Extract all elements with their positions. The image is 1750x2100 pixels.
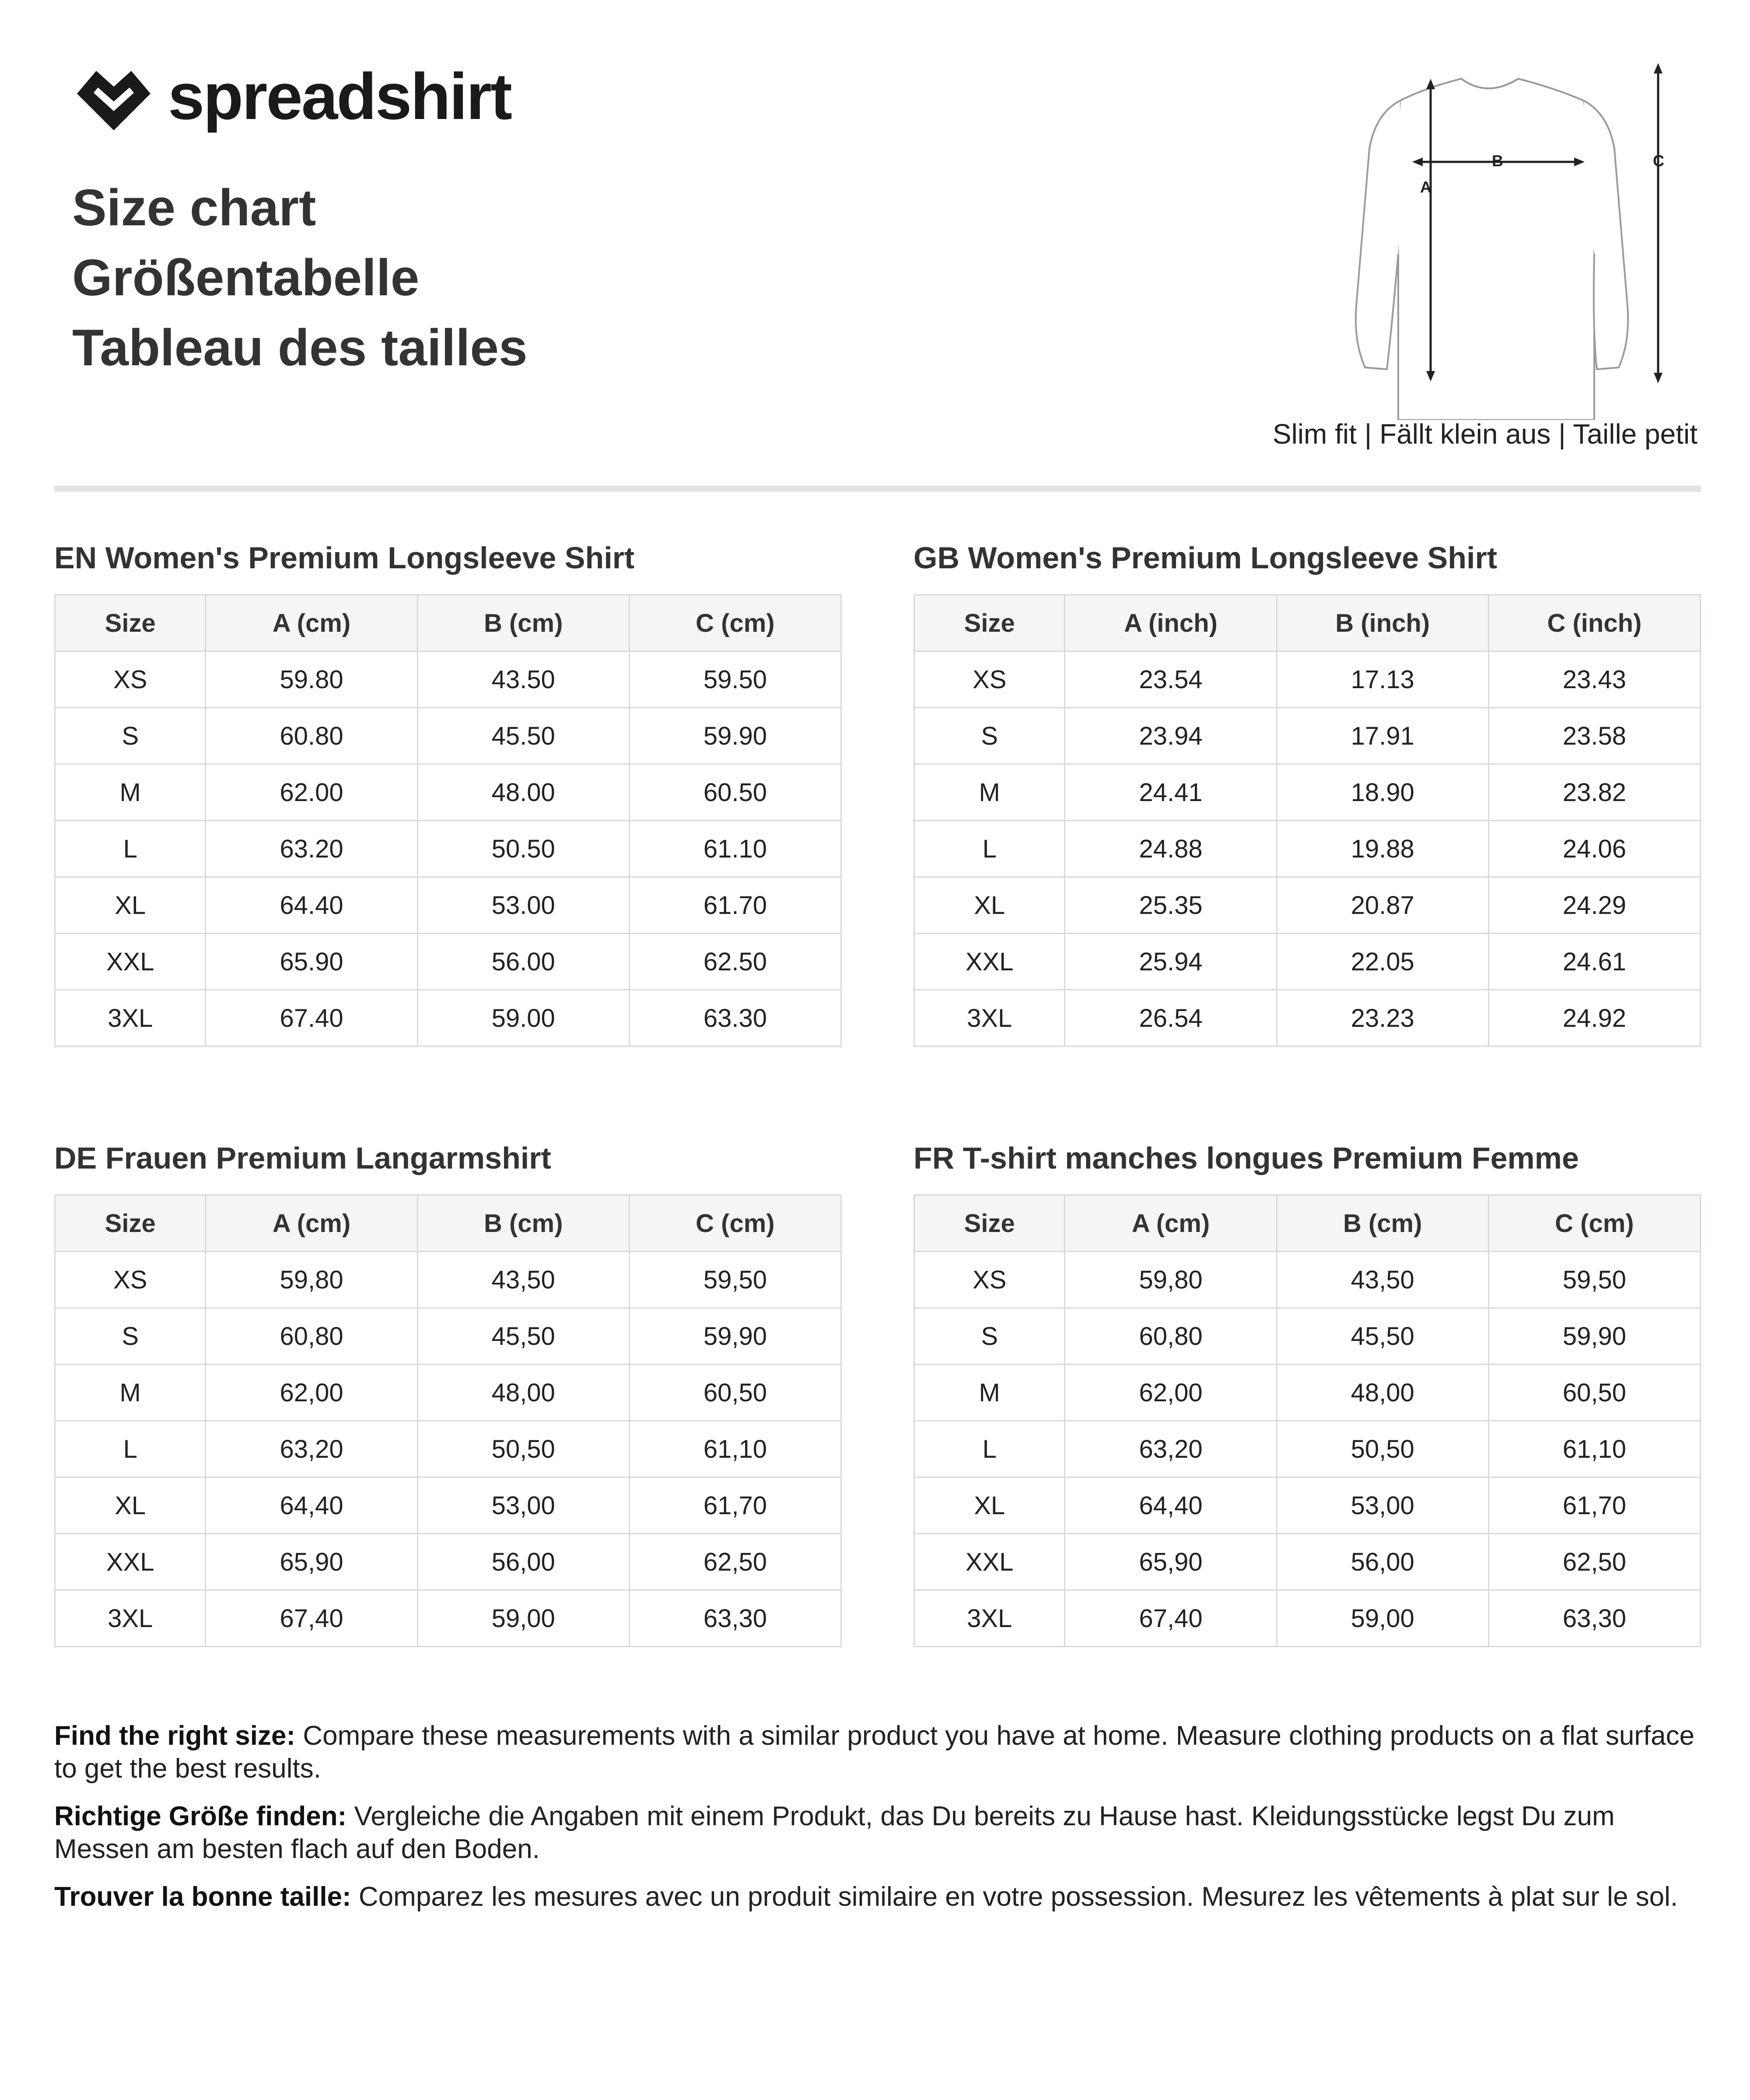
note-label: Find the right size:: [54, 1721, 296, 1751]
left-sleeve: [1356, 101, 1400, 369]
measurement-cell: 24.92: [1488, 990, 1700, 1046]
measurement-cell: 60.50: [629, 764, 841, 821]
column-header: A (cm): [1065, 1195, 1277, 1252]
table-row: [914, 821, 1701, 877]
measurement-cell: 17.13: [1277, 651, 1488, 708]
column-header: B (cm): [1277, 1195, 1488, 1252]
table-row: [914, 1252, 1701, 1308]
size-cell: XXL: [55, 934, 206, 990]
size-cell: L: [55, 1421, 206, 1477]
measurement-cell: 43,50: [417, 1252, 629, 1308]
measurement-cell: 43.50: [417, 651, 629, 708]
table-row: [55, 1308, 841, 1365]
measurement-cell: 59,00: [417, 1590, 629, 1647]
measurement-cell: 48,00: [1277, 1365, 1488, 1421]
table-row: [55, 1365, 841, 1421]
table-row: [55, 708, 841, 764]
size-cell: XS: [914, 1252, 1065, 1308]
measurement-cell: 20.87: [1277, 877, 1488, 934]
measurement-cell: 23.94: [1065, 708, 1277, 764]
column-header: C (cm): [629, 595, 841, 651]
table-header-row: [55, 595, 841, 651]
table-row: [914, 990, 1701, 1046]
size-cell: XXL: [55, 1534, 206, 1590]
note-de: [54, 1800, 1701, 1866]
table-row: [914, 764, 1701, 821]
measurement-cell: 65,90: [206, 1534, 417, 1590]
heart-logo-icon: [70, 57, 158, 136]
measurement-cell: 60,80: [1065, 1308, 1277, 1365]
measurement-cell: 19.88: [1277, 821, 1488, 877]
measurement-cell: 45.50: [417, 708, 629, 764]
size-table-de: [54, 1134, 842, 1647]
measurement-cell: 61.10: [629, 821, 841, 877]
size-cell: M: [914, 1365, 1065, 1421]
size-table-en: [54, 534, 842, 1047]
table-row: [914, 1590, 1701, 1647]
column-header: Size: [55, 595, 206, 651]
measurement-cell: 23.58: [1488, 708, 1700, 764]
table-row: [55, 821, 841, 877]
measurement-cell: 24.41: [1065, 764, 1277, 821]
table-row: [55, 1252, 841, 1308]
measurement-cell: 63,30: [629, 1590, 841, 1647]
table-row: [55, 651, 841, 708]
measurement-cell: 50,50: [417, 1421, 629, 1477]
measurement-cell: 64,40: [206, 1477, 417, 1534]
table-row: [55, 764, 841, 821]
table-row: [914, 1365, 1701, 1421]
table-header-row: [55, 1195, 841, 1252]
measurement-cell: 59,90: [629, 1308, 841, 1365]
measurement-cell: 24.88: [1065, 821, 1277, 877]
measurement-cell: 24.29: [1488, 877, 1700, 934]
column-header: A (cm): [206, 1195, 417, 1252]
table-row: [914, 651, 1701, 708]
measurement-cell: 23.23: [1277, 990, 1488, 1046]
measurement-cell: 48.00: [417, 764, 629, 821]
measurement-cell: 60,80: [206, 1308, 417, 1365]
note-text: Vergleiche die Angaben mit einem Produkt, das Du bereits zu Hause hast. Kleidungsstücke legst Du zum Messen am besten flach auf den Boden.: [54, 1801, 1615, 1864]
size-cell: XXL: [914, 1534, 1065, 1590]
measurement-cell: 23.43: [1488, 651, 1700, 708]
size-table: [54, 1194, 842, 1647]
measurement-cell: 67,40: [1065, 1590, 1277, 1647]
measurement-cell: 26.54: [1065, 990, 1277, 1046]
measurement-cell: 63.30: [629, 990, 841, 1046]
size-cell: XS: [914, 651, 1065, 708]
label-b: B: [1492, 152, 1503, 170]
size-cell: 3XL: [914, 990, 1065, 1046]
measurement-cell: 24.61: [1488, 934, 1700, 990]
size-table: [914, 1194, 1701, 1647]
measurement-cell: 61,10: [1488, 1421, 1700, 1477]
table-row: [914, 1308, 1701, 1365]
column-header: B (cm): [417, 595, 629, 651]
measurement-cell: 56,00: [417, 1534, 629, 1590]
measurement-cell: 45,50: [417, 1308, 629, 1365]
measurement-cell: 62,50: [629, 1534, 841, 1590]
size-cell: 3XL: [55, 1590, 206, 1647]
size-cell: XXL: [914, 934, 1065, 990]
table-row: [55, 1590, 841, 1647]
measurement-cell: 59,50: [1488, 1252, 1700, 1308]
measurement-cell: 23.82: [1488, 764, 1700, 821]
column-header: Size: [914, 595, 1065, 651]
size-cell: S: [55, 708, 206, 764]
size-cell: XL: [914, 877, 1065, 934]
measurement-cell: 62,00: [1065, 1365, 1277, 1421]
table-row: [55, 934, 841, 990]
measurement-cell: 59,50: [629, 1252, 841, 1308]
table-row: [914, 1421, 1701, 1477]
measurement-cell: 59,90: [1488, 1308, 1700, 1365]
measurement-cell: 62.00: [206, 764, 417, 821]
divider: [54, 486, 1701, 492]
measurement-cell: 61,10: [629, 1421, 841, 1477]
size-cell: S: [914, 1308, 1065, 1365]
measurement-cell: 62,50: [1488, 1534, 1700, 1590]
brand-name: spreadshirt: [168, 60, 511, 133]
note-text: Comparez les mesures avec un produit similaire en votre possession. Mesurez les vêtements à plat sur le sol.: [351, 1882, 1678, 1912]
measurement-cell: 23.54: [1065, 651, 1277, 708]
table-row: [914, 708, 1701, 764]
size-cell: S: [914, 708, 1065, 764]
size-cell: M: [55, 1365, 206, 1421]
measurement-cell: 43,50: [1277, 1252, 1488, 1308]
measurement-cell: 24.06: [1488, 821, 1700, 877]
size-cell: S: [55, 1308, 206, 1365]
size-cell: L: [55, 821, 206, 877]
measurement-cell: 25.94: [1065, 934, 1277, 990]
measurement-cell: 63,20: [1065, 1421, 1277, 1477]
title-en: Size chart: [72, 179, 316, 237]
measurement-cell: 45,50: [1277, 1308, 1488, 1365]
shirt-outline: [1396, 79, 1596, 420]
measurement-cell: 60,50: [1488, 1365, 1700, 1421]
table-row: [55, 990, 841, 1046]
table-header-row: [914, 1195, 1701, 1252]
measurement-cell: 65,90: [1065, 1534, 1277, 1590]
column-header: C (inch): [1488, 595, 1700, 651]
measurement-cell: 61,70: [629, 1477, 841, 1534]
size-table-gb: [914, 534, 1701, 1047]
size-cell: XS: [55, 1252, 206, 1308]
column-header: B (inch): [1277, 595, 1488, 651]
table-row: [914, 934, 1701, 990]
measurement-cell: 53,00: [1277, 1477, 1488, 1534]
measurement-cell: 17.91: [1277, 708, 1488, 764]
measurement-cell: 18.90: [1277, 764, 1488, 821]
measurement-cell: 63,20: [206, 1421, 417, 1477]
size-cell: XS: [55, 651, 206, 708]
column-header: Size: [914, 1195, 1065, 1252]
table-row: [55, 1421, 841, 1477]
column-header: Size: [55, 1195, 206, 1252]
measurement-cell: 53.00: [417, 877, 629, 934]
measurement-cell: 56,00: [1277, 1534, 1488, 1590]
measurement-cell: 60.80: [206, 708, 417, 764]
title-de: Größentabelle: [72, 249, 420, 307]
fit-note: Slim fit | Fällt klein aus | Taille petit: [1272, 418, 1698, 450]
column-header: A (inch): [1065, 595, 1277, 651]
size-cell: L: [914, 1421, 1065, 1477]
table-row: [914, 1477, 1701, 1534]
note-en: [54, 1719, 1701, 1785]
measurement-cell: 62,00: [206, 1365, 417, 1421]
measurement-cell: 67,40: [206, 1590, 417, 1647]
measurement-cell: 59,00: [1277, 1590, 1488, 1647]
measurement-cell: 64.40: [206, 877, 417, 934]
table-title: GB Women's Premium Longsleeve Shirt: [914, 541, 1497, 575]
measurement-cell: 50,50: [1277, 1421, 1488, 1477]
table-row: [55, 877, 841, 934]
table-row: [914, 1534, 1701, 1590]
measurement-cell: 59.00: [417, 990, 629, 1046]
brand-logo: [70, 57, 511, 136]
size-cell: XL: [914, 1477, 1065, 1534]
size-table-fr: [914, 1134, 1701, 1647]
title-fr: Tableau des tailles: [72, 319, 528, 377]
measurement-cell: 61,70: [1488, 1477, 1700, 1534]
size-cell: XL: [55, 877, 206, 934]
measurement-cell: 59.90: [629, 708, 841, 764]
size-cell: 3XL: [914, 1590, 1065, 1647]
size-cell: M: [55, 764, 206, 821]
measurement-cell: 62.50: [629, 934, 841, 990]
measurement-cell: 48,00: [417, 1365, 629, 1421]
page-titles: [72, 173, 528, 383]
column-header: B (cm): [417, 1195, 629, 1252]
measurement-cell: 59,80: [206, 1252, 417, 1308]
table-row: [55, 1477, 841, 1534]
note-fr: [54, 1880, 1701, 1913]
measurement-cell: 60,50: [629, 1365, 841, 1421]
table-title: EN Women's Premium Longsleeve Shirt: [54, 541, 635, 575]
table-row: [55, 1534, 841, 1590]
table-title: FR T-shirt manches longues Premium Femme: [914, 1141, 1579, 1175]
size-cell: XL: [55, 1477, 206, 1534]
column-header: A (cm): [206, 595, 417, 651]
size-cell: 3XL: [55, 990, 206, 1046]
measurement-cell: 53,00: [417, 1477, 629, 1534]
measurement-cell: 64,40: [1065, 1477, 1277, 1534]
table-title: DE Frauen Premium Langarmshirt: [54, 1141, 551, 1175]
size-cell: L: [914, 821, 1065, 877]
measurement-cell: 22.05: [1277, 934, 1488, 990]
note-text: Compare these measurements with a similar product you have at home. Measure clothing products on a flat surface to get the best results.: [54, 1721, 1695, 1784]
shirt-measurement-diagram: [1321, 52, 1689, 420]
measurement-cell: 25.35: [1065, 877, 1277, 934]
measurement-cell: 61.70: [629, 877, 841, 934]
size-table: [54, 594, 842, 1047]
measurement-cell: 59,80: [1065, 1252, 1277, 1308]
note-label: Trouver la bonne taille:: [54, 1882, 351, 1912]
measurement-cell: 65.90: [206, 934, 417, 990]
note-label: Richtige Größe finden:: [54, 1801, 347, 1831]
measurement-cell: 59.80: [206, 651, 417, 708]
column-header: C (cm): [1488, 1195, 1700, 1252]
label-a: A: [1420, 178, 1432, 196]
column-header: C (cm): [629, 1195, 841, 1252]
measurement-cell: 63.20: [206, 821, 417, 877]
measurement-cell: 63,30: [1488, 1590, 1700, 1647]
measurement-cell: 59.50: [629, 651, 841, 708]
sizing-notes: [54, 1719, 1701, 1928]
measurement-cell: 50.50: [417, 821, 629, 877]
table-row: [914, 877, 1701, 934]
table-header-row: [914, 595, 1701, 651]
size-cell: M: [914, 764, 1065, 821]
measurement-cell: 67.40: [206, 990, 417, 1046]
label-c: C: [1653, 152, 1664, 170]
measurement-cell: 56.00: [417, 934, 629, 990]
size-table: [914, 594, 1701, 1047]
